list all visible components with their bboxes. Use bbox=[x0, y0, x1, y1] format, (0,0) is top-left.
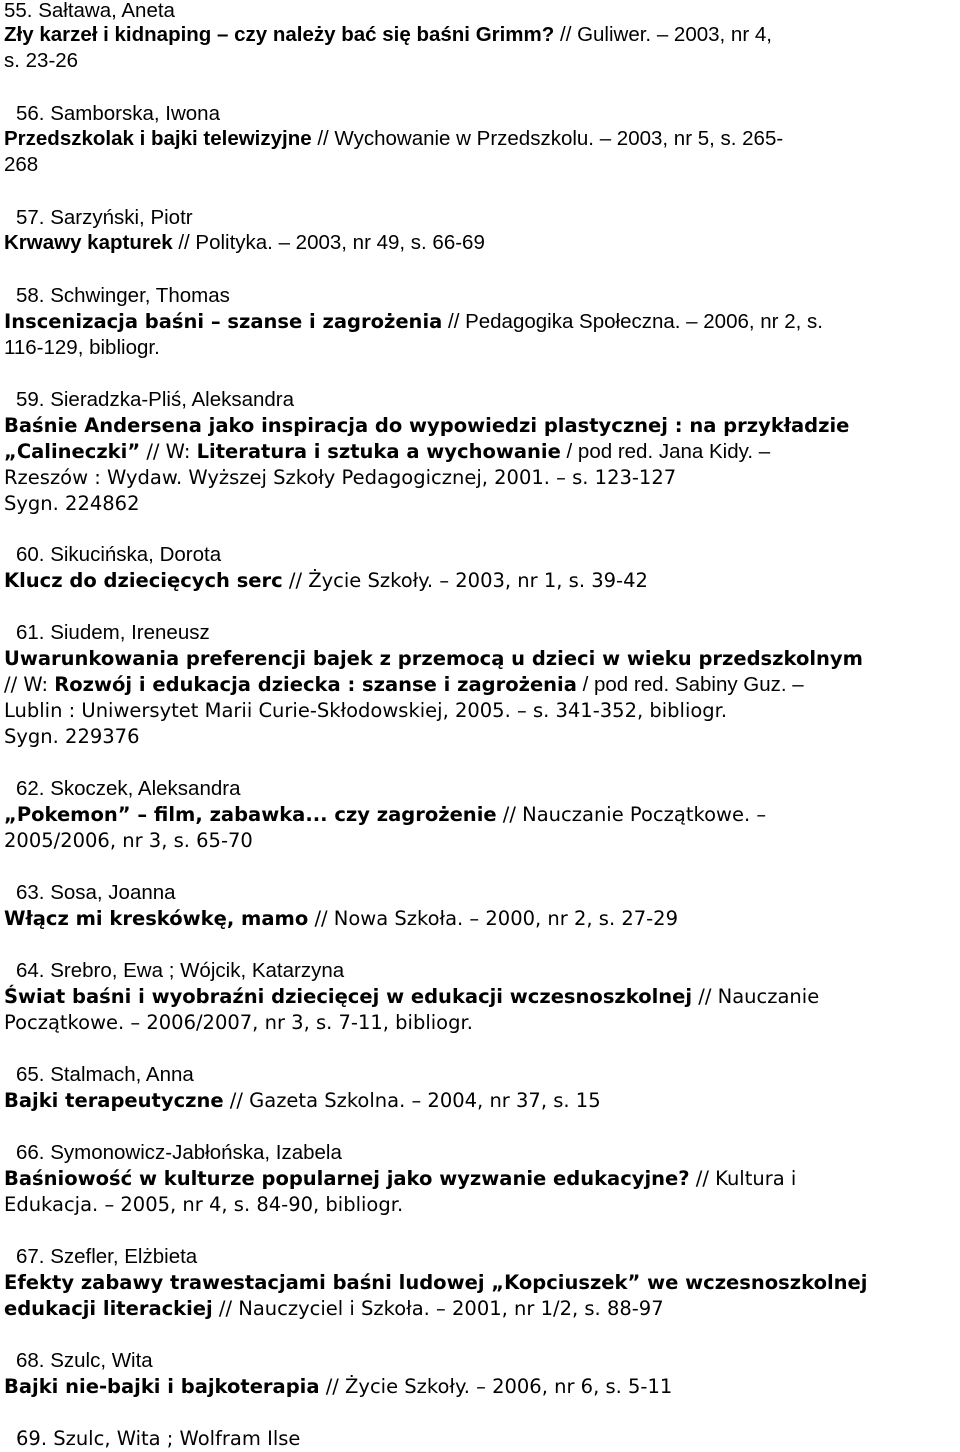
entry-61-author: 61. Siudem, Ireneusz bbox=[16, 621, 210, 644]
entry-60-source: // Życie Szkoły. – 2003, nr 1, s. 39-42 bbox=[282, 569, 648, 592]
entry-59-editor: / pod red. Jana Kidy. – bbox=[560, 440, 771, 463]
entry-59-title: Baśnie Andersena jako inspiracja do wypowiedzi plastycznej : na przykładzie bbox=[4, 414, 850, 437]
entry-57-author: 57. Sarzyński, Piotr bbox=[16, 206, 193, 229]
entry-61-book: Rozwój i edukacja dziecka : szanse i zagrożenia bbox=[54, 673, 577, 696]
entry-59-in: // W: bbox=[140, 440, 197, 463]
entry-60-author: 60. Sikucińska, Dorota bbox=[16, 543, 222, 566]
entry-61-editor: / pod red. Sabiny Guz. – bbox=[576, 673, 804, 696]
entry-55-source: // Guliwer. – 2003, nr 4, bbox=[554, 23, 772, 46]
entry-68-citation bbox=[4, 1374, 672, 1400]
entry-56-author: 56. Samborska, Iwona bbox=[16, 102, 220, 125]
entry-56-title: Przedszkolak i bajki telewizyjne bbox=[4, 127, 312, 150]
entry-67-author: 67. Szefler, Elżbieta bbox=[16, 1245, 198, 1268]
entry-67-citation bbox=[4, 1296, 664, 1322]
entry-63-citation bbox=[4, 906, 678, 932]
entry-55-citation bbox=[4, 22, 772, 48]
entry-59-sygn: Sygn. 224862 bbox=[4, 492, 140, 515]
entry-56-source: // Wychowanie w Przedszkolu. – 2003, nr 5, s. 265- bbox=[311, 127, 784, 150]
entry-55-author: 55. Sałtawa, Aneta bbox=[4, 0, 175, 22]
entry-60-citation bbox=[4, 568, 648, 594]
entry-56-source-cont: 268 bbox=[4, 153, 39, 176]
entry-61-sygn: Sygn. 229376 bbox=[4, 725, 140, 748]
entry-64-source-cont: Początkowe. – 2006/2007, nr 3, s. 7-11, bibliogr. bbox=[4, 1011, 473, 1034]
entry-64-title: Świat baśni i wyobraźni dziecięcej w edukacji wczesnoszkolnej bbox=[4, 985, 693, 1008]
entry-61-in: // W: bbox=[4, 673, 55, 696]
entry-67-title-cont: edukacji literackiej bbox=[4, 1297, 213, 1320]
entry-57-source: // Polityka. – 2003, nr 49, s. 66-69 bbox=[172, 231, 485, 254]
entry-62-title: „Pokemon” – film, zabawka... czy zagrożenie bbox=[4, 803, 497, 826]
entry-57-citation bbox=[4, 230, 485, 256]
entry-62-source: // Nauczanie Początkowe. – bbox=[496, 803, 767, 826]
entry-61-publisher: Lublin : Uniwersytet Marii Curie-Skłodowskiej, 2005. – s. 341-352, bibliogr. bbox=[4, 699, 728, 722]
entry-64-source: // Nauczanie bbox=[692, 985, 820, 1008]
entry-60-title: Klucz do dziecięcych serc bbox=[4, 569, 283, 592]
entry-61-citation bbox=[4, 672, 804, 698]
entry-63-author: 63. Sosa, Joanna bbox=[16, 881, 176, 904]
entry-63-source: // Nowa Szkoła. – 2000, nr 2, s. 27-29 bbox=[308, 907, 678, 930]
entry-63-title: Włącz mi kreskówkę, mamo bbox=[4, 907, 309, 930]
entry-65-citation bbox=[4, 1088, 601, 1114]
entry-66-source-cont: Edukacja. – 2005, nr 4, s. 84-90, bibliogr. bbox=[4, 1193, 404, 1216]
entry-59-title-cont: „Calineczki” bbox=[4, 440, 141, 463]
entry-68-title: Bajki nie-bajki i bajkoterapia bbox=[4, 1375, 320, 1398]
entry-62-source-cont: 2005/2006, nr 3, s. 65-70 bbox=[4, 829, 253, 852]
entry-64-author: 64. Srebro, Ewa ; Wójcik, Katarzyna bbox=[16, 959, 345, 982]
entry-65-author: 65. Stalmach, Anna bbox=[16, 1063, 194, 1086]
entry-58-title: Inscenizacja baśni – szanse i zagrożenia bbox=[4, 310, 443, 333]
entry-66-source: // Kultura i bbox=[689, 1167, 797, 1190]
entry-64-citation bbox=[4, 984, 819, 1010]
entry-62-author: 62. Skoczek, Aleksandra bbox=[16, 777, 241, 800]
entry-59-book: Literatura i sztuka a wychowanie bbox=[196, 440, 561, 463]
entry-66-citation bbox=[4, 1166, 796, 1192]
entry-58-source: // Pedagogika Społeczna. – 2006, nr 2, s. bbox=[442, 310, 823, 333]
entry-66-author: 66. Symonowicz-Jabłońska, Izabela bbox=[16, 1141, 342, 1164]
entry-61-title: Uwarunkowania preferencji bajek z przemocą u dzieci w wieku przedszkolnym bbox=[4, 647, 863, 670]
entry-65-source: // Gazeta Szkolna. – 2004, nr 37, s. 15 bbox=[223, 1089, 601, 1112]
entry-58-citation bbox=[4, 309, 823, 335]
entry-59-citation bbox=[4, 439, 770, 465]
entry-59-publisher: Rzeszów : Wydaw. Wyższej Szkoły Pedagogicznej, 2001. – s. 123-127 bbox=[4, 466, 677, 489]
entry-59-author: 59. Sieradzka-Pliś, Aleksandra bbox=[16, 388, 295, 411]
entry-68-author: 68. Szulc, Wita bbox=[16, 1349, 153, 1372]
entry-55-title: Zły karzeł i kidnaping – czy należy bać się baśni Grimm? bbox=[4, 23, 555, 46]
entry-56-citation bbox=[4, 126, 783, 152]
entry-62-citation bbox=[4, 802, 766, 828]
entry-58-source-cont: 116-129, bibliogr. bbox=[4, 336, 160, 359]
entry-66-title: Baśniowość w kulturze popularnej jako wyzwanie edukacyjne? bbox=[4, 1167, 690, 1190]
entry-67-title: Efekty zabawy trawestacjami baśni ludowej „Kopciuszek” we wczesnoszkolnej bbox=[4, 1271, 868, 1294]
entry-55-source-cont: s. 23-26 bbox=[4, 49, 79, 72]
entry-57-title: Krwawy kapturek bbox=[4, 231, 173, 254]
entry-67-source: // Nauczyciel i Szkoła. – 2001, nr 1/2, s. 88-97 bbox=[212, 1297, 664, 1320]
entry-68-source: // Życie Szkoły. – 2006, nr 6, s. 5-11 bbox=[319, 1375, 673, 1398]
entry-65-title: Bajki terapeutyczne bbox=[4, 1089, 224, 1112]
entry-69-author: 69. Szulc, Wita ; Wolfram Ilse bbox=[16, 1427, 301, 1450]
entry-58-author: 58. Schwinger, Thomas bbox=[16, 284, 230, 307]
